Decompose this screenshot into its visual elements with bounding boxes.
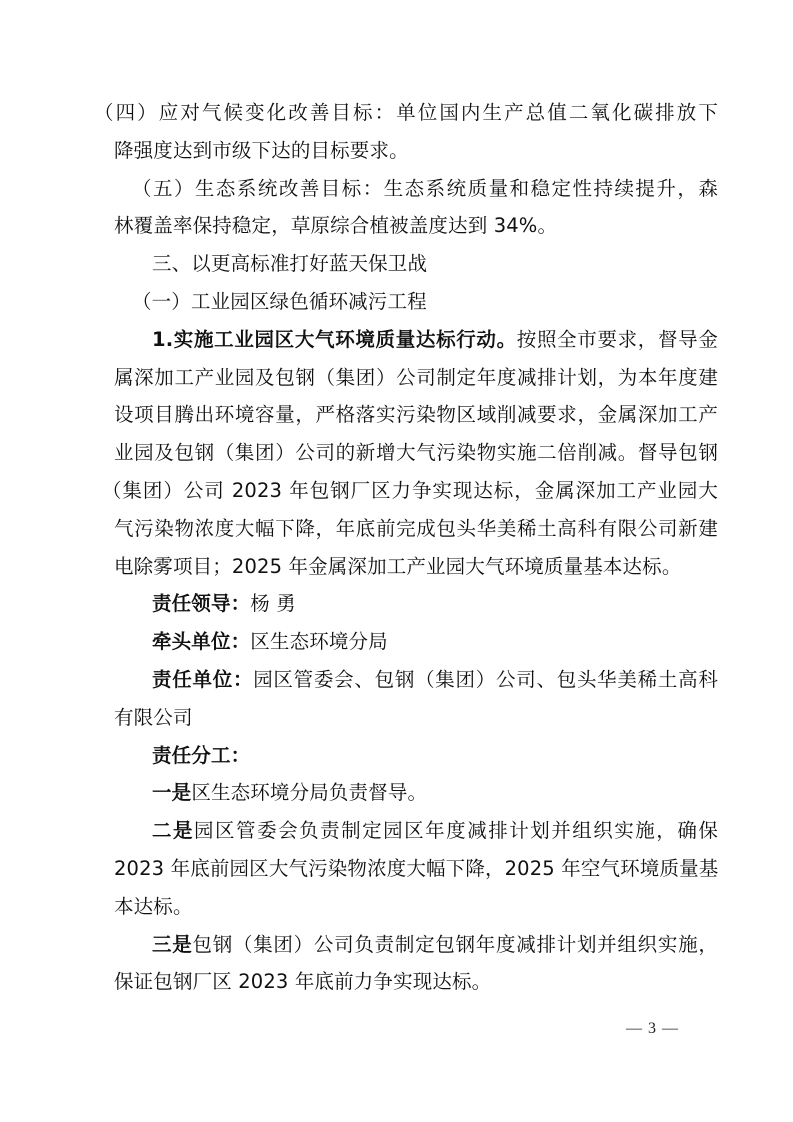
page-number: — 3 — bbox=[626, 1020, 679, 1037]
division-heading: 责任分工： bbox=[152, 743, 251, 767]
duty3-line-1 bbox=[114, 926, 718, 964]
resp-units-label: 责任单位： bbox=[152, 667, 254, 691]
item1-title: 1.实施工业园区大气环境质量达标行动。 bbox=[152, 327, 517, 351]
goal4-line-2: 降强度达到市级下达的目标要求。 bbox=[114, 138, 409, 162]
goal5-line-2: 林覆盖率保持稳定，草原综合植被盖度达到 34%。 bbox=[114, 214, 558, 238]
document-body bbox=[94, 94, 719, 1001]
lead-unit-value: 区生态环境分局 bbox=[250, 630, 388, 654]
leader-value: 杨 勇 bbox=[250, 592, 296, 616]
section-heading: 三、以更高标准打好蓝天保卫战 bbox=[152, 252, 428, 276]
item1-line-1-rest: 按照全市要求，督导金 bbox=[516, 327, 718, 351]
resp-units-value-a: 园区管委会、包钢（集团）公司、包头华美稀土高科 bbox=[253, 667, 718, 691]
duty2-text-a: 园区管委会负责制定园区年度减排计划并组织实施，确保 bbox=[194, 819, 718, 843]
duty3-text-a: 包钢（集团）公司负责制定包钢年度减排计划并组织实施， bbox=[192, 932, 718, 956]
subsection-heading: （一）工业园区绿色循环减污工程 bbox=[132, 289, 427, 313]
duty3-label: 三是 bbox=[152, 932, 193, 956]
duty2-line-3: 本达标。 bbox=[114, 894, 193, 918]
item1-line-1 bbox=[114, 321, 718, 359]
lead-unit-label: 牵头单位： bbox=[152, 630, 251, 654]
duty2-label: 二是 bbox=[152, 819, 195, 843]
leader-label: 责任领导： bbox=[152, 592, 251, 616]
item1-line-5: （集团）公司 2023 年包钢厂区力争实现达标，金属深加工产业园大 bbox=[102, 478, 718, 502]
item1-line-7: 电除雾项目；2025 年金属深加工产业园大气环境质量基本达标。 bbox=[114, 554, 682, 578]
duty2-line-2: 2023 年底前园区大气污染物浓度大幅下降，2025 年空气环境质量基 bbox=[114, 856, 719, 880]
item1-line-4: 业园及包钢（集团）公司的新增大气污染物实施二倍削减。督导包钢 bbox=[114, 441, 718, 465]
duty1-line bbox=[114, 774, 718, 812]
item1-line-6: 气污染物浓度大幅下降，年底前完成包头华美稀土高科有限公司新建 bbox=[114, 516, 718, 540]
goal5-line-1: （五）生态系统改善目标：生态系统质量和稳定性持续提升，森 bbox=[132, 176, 718, 200]
goal4-line-1: （四）应对气候变化改善目标：单位国内生产总值二氧化碳排放下 bbox=[94, 101, 718, 124]
lead-unit-line bbox=[114, 623, 718, 661]
item1-line-3: 设项目腾出环境容量，严格落实污染物区域削减要求，金属深加工产 bbox=[114, 403, 718, 427]
duty3-line-2: 保证包钢厂区 2023 年底前力争实现达标。 bbox=[114, 970, 492, 994]
resp-units-line-1 bbox=[114, 661, 718, 699]
resp-units-line-2: 有限公司 bbox=[114, 705, 193, 729]
duty2-line-1 bbox=[114, 812, 718, 850]
duty1-text: 区生态环境分局负责督导。 bbox=[191, 781, 428, 805]
item1-line-2: 属深加工产业园及包钢（集团）公司制定年度减排计划，为本年度建 bbox=[114, 365, 718, 389]
leader-line bbox=[114, 585, 718, 623]
duty1-label: 一是 bbox=[152, 781, 192, 805]
